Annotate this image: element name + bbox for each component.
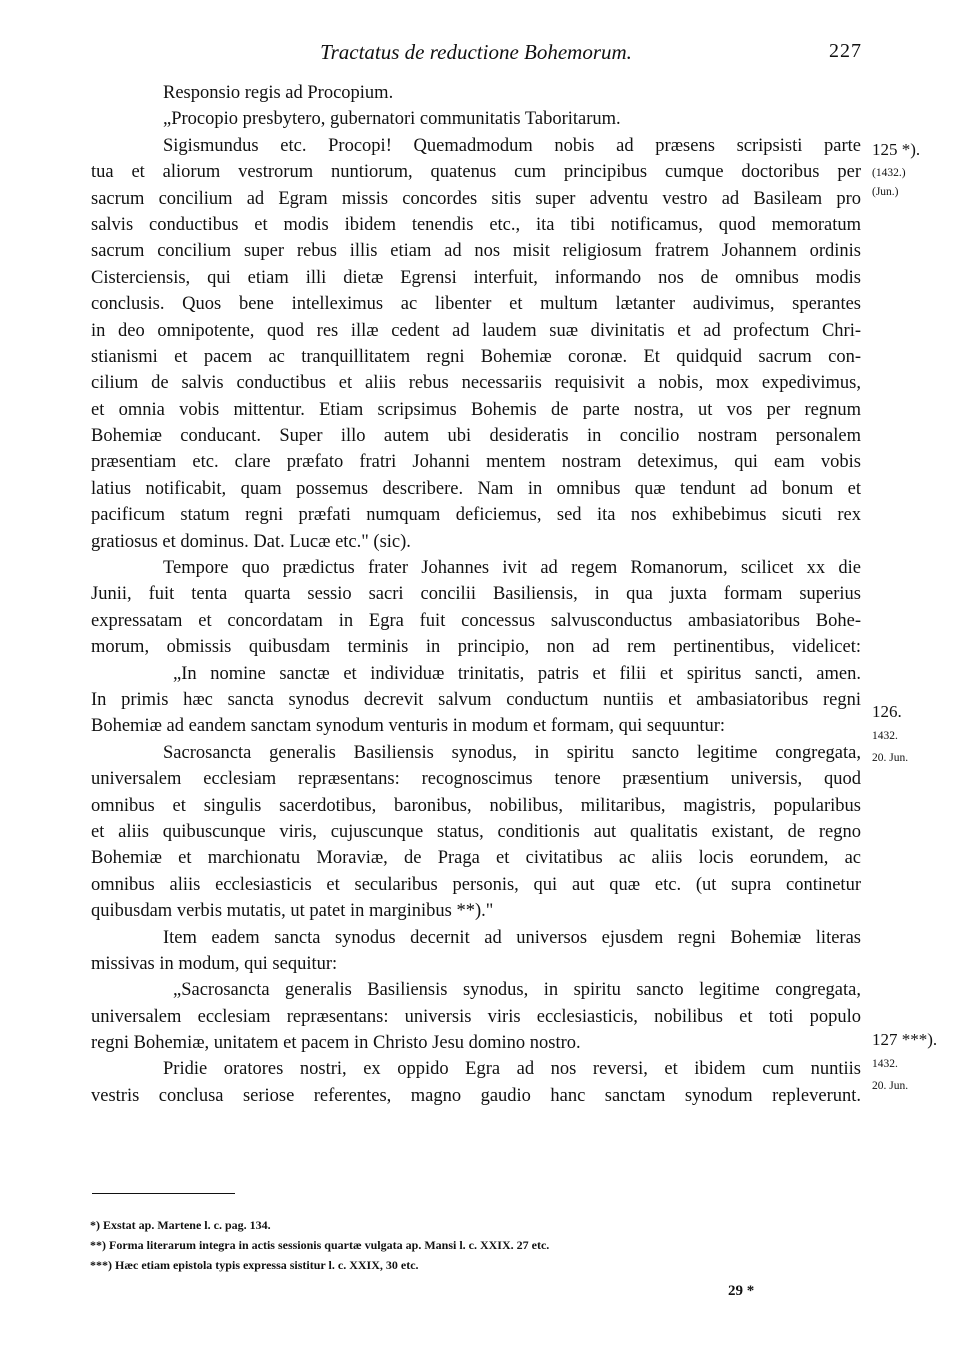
text-line: tua et aliorum vestrorum nuntiorum, quatenus cum principibus cumque doctoribus per [91, 162, 861, 183]
text-line: missivas in modum, qui sequitur: [91, 953, 338, 974]
text-line: Bohemiæ conducant. Super illo autem ubi desideratis in concilio nostram personalem [91, 426, 861, 447]
text-line: quibusdam verbis mutatis, ut patet in marginibus **)." [91, 901, 494, 922]
margin-note: 1432. [872, 730, 898, 742]
text-line: gratiosus et dominus. Dat. Lucæ etc." (sic). [91, 531, 411, 552]
margin-note: 20. Jun. [872, 752, 909, 764]
footnote: ***) Hæc etiam epistola typis expressa sistitur l. c. XXIX, 30 etc. [90, 1258, 419, 1272]
text-line: latius notificabit, quam possemus describere. Nam in omnibus quæ tendunt ad bonum et [91, 478, 861, 499]
text-line: Tempore quo prædictus frater Johannes ivit ad regem Romanorum, scilicet xx die [163, 558, 861, 579]
text-line: Sacrosancta generalis Basiliensis synodus, in spiritu sancto legitime congregata, [163, 742, 861, 763]
text-line: universalem ecclesiam repræsentans: recognoscimus tenore præsentium universis, quod [91, 769, 861, 790]
text-line: morum, obmissis quibusdam terminis in principio, non ad rem pertinentibus, videlicet: [91, 637, 861, 658]
text-line: Bohemiæ et marchionatu Moraviæ, de Praga et civitatibus ac aliis locis eorundem, ac [91, 848, 861, 869]
text-line: et aliis quibuscunque viris, cujuscunque status, conditionis aut qualitatis existant, de regno [91, 821, 861, 842]
footnote: **) Forma literarum integra in actis sessionis quartæ vulgata ap. Mansi l. c. XXIX. 27 etc. [90, 1238, 550, 1252]
text-line: Item eadem sancta synodus decernit ad universos ejusdem regni Bohemiæ literas [163, 927, 861, 948]
body-text [91, 80, 861, 1109]
page-header [90, 40, 862, 70]
text-line: Bohemiæ ad eandem sanctam synodum venturis in modum et formam, qui sequuntur: [91, 716, 726, 737]
text-line: Responsio regis ad Procopium. [163, 83, 394, 103]
text-line: omnibus aliis ecclesiasticis et secularibus personis, qui aut quæ etc. (ut supra continetur [91, 874, 861, 895]
text-line: pacificum statum regni præfati numquam deficiemus, sed ita nos exhibebimus sicuti rex [91, 505, 861, 526]
text-line: conclusis. Quos bene intelleximus ac libenter et multum lætanter audivimus, sperantes [91, 294, 861, 315]
margin-note: 126. [872, 702, 902, 721]
footnote-rule [92, 1193, 235, 1194]
text-line: præsentiam etc. clare præfato fratri Johanni mentem nostram deteximus, qui eam vobis [91, 452, 861, 473]
margin-note: (1432.) [872, 167, 906, 179]
text-line: sacrum concilium super rebus illis etiam ad nos misit religiosum fratrem Johannem ordinis [91, 241, 861, 262]
text-line: „Procopio presbytero, gubernatori communitatis Taboritarum. [163, 109, 621, 130]
text-line: „Sacrosancta generalis Basiliensis synodus, in spiritu sancto legitime congregata, [173, 980, 861, 1001]
text-line: et omnia vobis mittentur. Etiam scripsimus Bohemis de parte nostra, ut vos per regnum [91, 399, 861, 420]
text-line: salvis conductibus et modis ibidem tenendis etc., ita tibi notificamus, quod memoratum [91, 214, 861, 235]
running-title: Tractatus de reductione Bohemorum. [320, 40, 632, 64]
text-line: regni Bohemiæ, unitatem et pacem in Christo Jesu domino nostro. [91, 1033, 581, 1054]
signature-mark: 29 * [728, 1283, 755, 1299]
footnote: *) Exstat ap. Martene l. c. pag. 134. [90, 1218, 271, 1232]
margin-note: 20. Jun. [872, 1080, 909, 1092]
text-line: Junii, fuit tenta quarta sessio sacri concilii Basiliensis, in qua juxta formam superius [91, 584, 861, 605]
margin-note: (Jun.) [872, 186, 899, 198]
text-line: cilium de salvis conductibus et aliis rebus necessariis requisivit a nobis, mox expedivimus, [91, 373, 861, 394]
margin-note: 1432. [872, 1058, 898, 1070]
margin-note: 127 ***). [872, 1030, 938, 1049]
text-line: Pridie oratores nostri, ex oppido Egra ad nos reversi, et ibidem cum nuntiis [163, 1059, 861, 1080]
text-line: vestris conclusa seriose referentes, magno gaudio hanc sanctam synodum repleverunt. [91, 1085, 861, 1106]
text-line: Sigismundus etc. Procopi! Quemadmodum nobis ad præsens scripsisti parte [163, 135, 861, 156]
text-line: „In nomine sanctæ et individuæ trinitatis, patris et filii et spiritus sancti, amen. [173, 663, 861, 684]
text-line: in deo omnipotente, quod res illæ cedent ad laudem suæ divinitatis et ad profectum Chri- [91, 320, 861, 341]
text-line: Cisterciensis, qui etiam illi dietæ Egrensi interfuit, informando nos de omnibus modis [91, 267, 861, 288]
footnotes [90, 1215, 810, 1275]
text-line: stianismi et pacem ac tranquillitatem regni Bohemiæ coronæ. Et quidquid sacrum con- [91, 346, 861, 367]
text-line: sacrum concilium ad Egram missis concordes sitis super adventu vestro ad Basileam pro [91, 188, 861, 209]
text-line: expressatam et concordatam in Egra fuit concessus salvusconductus ambasiatoribus Bohe- [91, 610, 861, 631]
text-line: In primis hæc sancta synodus decrevit salvum conductum nuntiis et ambasiatoribus regni [91, 689, 861, 710]
text-line: omnibus et singulis sacerdotibus, baronibus, nobilibus, militaribus, magistris, popularibus [91, 795, 861, 816]
page-number: 227 [829, 40, 862, 62]
text-line: universalem ecclesiam repræsentans: universis viris ecclesiasticis, nobilibus et toti populo [91, 1006, 861, 1027]
margin-note: 125 *). [872, 140, 921, 159]
